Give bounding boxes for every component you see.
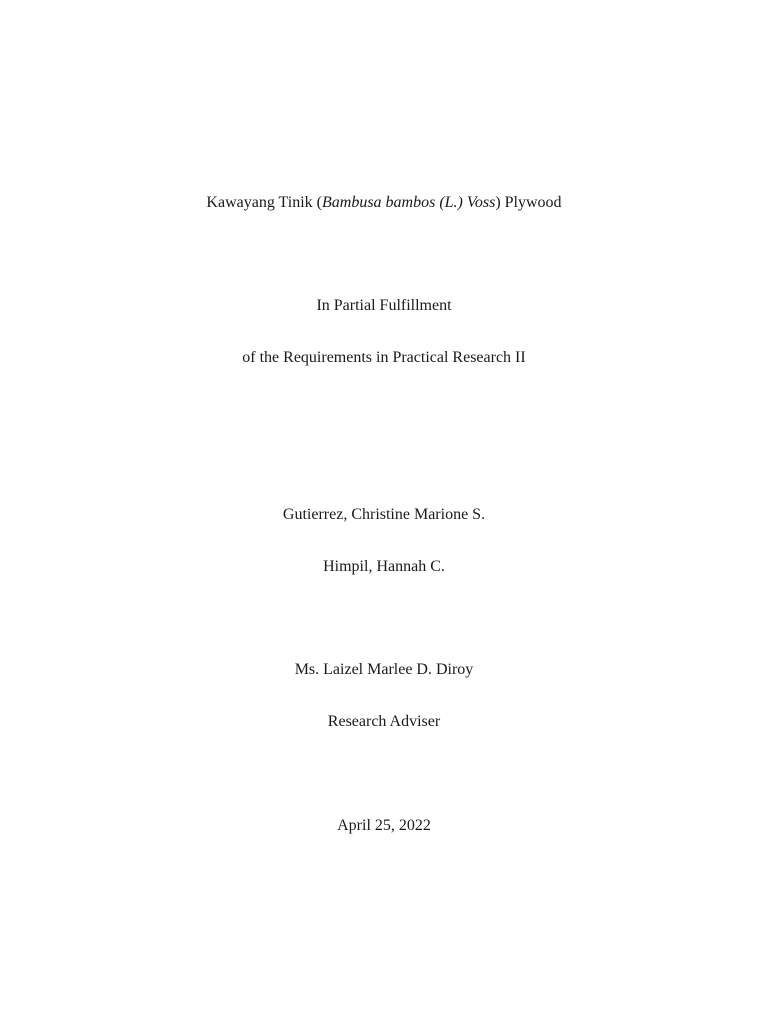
title-suffix: ) Plywood (495, 194, 562, 211)
author-name: Gutierrez, Christine Marione S. (282, 506, 486, 523)
adviser-name: Ms. Laizel Marlee D. Diroy (294, 661, 474, 678)
title-prefix: Kawayang Tinik ( (206, 194, 322, 211)
fulfillment-line-1: In Partial Fulfillment (316, 297, 452, 314)
fulfillment-line-2: of the Requirements in Practical Research II (242, 349, 526, 366)
scientific-name: Bambusa bambos (L.) Voss (321, 194, 496, 211)
author-name: Himpil, Hannah C. (323, 558, 445, 575)
document-title (0, 195, 768, 211)
submission-date: April 25, 2022 (337, 817, 431, 834)
adviser-role: Research Adviser (327, 713, 441, 730)
